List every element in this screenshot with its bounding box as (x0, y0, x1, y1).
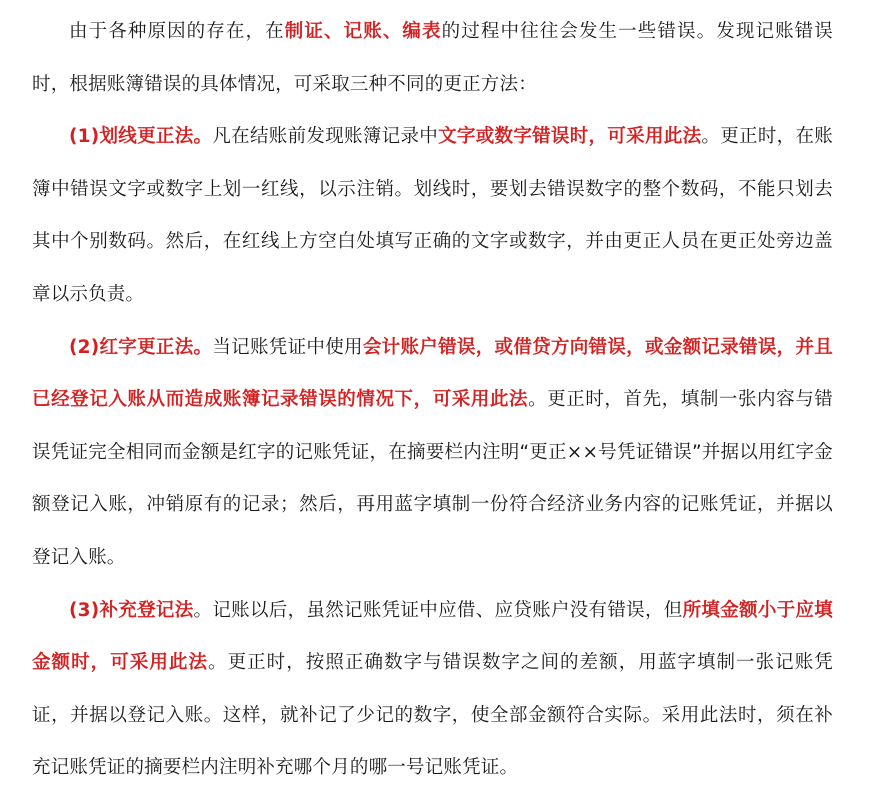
text-segment: 。更正时，按照正确数字与错误数字之间的差额，用蓝字填制一张记账凭证，并据以登记入账。这样，就补记了少记的数字，使全部金额符合实际。采用此法时，须在补充记账凭证的摘要栏内注明补充哪个月的哪一号记账凭证。 (32, 652, 833, 779)
text-segment: 。记账以后，虽然记账凭证中应借、应贷账户没有错误，但 (193, 599, 683, 621)
text-segment: 。更正时，在账簿中错误文字或数字上划一红线，以示注销。划线时，要划去错误数字的整个数码，不能只划去其中个别数码。然后，在红线上方空白处填写正确的文字或数字，并由更正人员在更正处旁边盖章以示负责。 (32, 126, 833, 305)
emphasis-segment: 所填金额小于应填金额时，可采用此法 (32, 599, 833, 674)
paragraph-red-correction (32, 322, 833, 585)
text-segment: 的过程中往往会发生一些错误。发现记账错误时，根据账簿错误的具体情况，可采取三种不同的更正方法： (32, 21, 833, 95)
method-heading: (1)划线更正法。 (69, 126, 213, 148)
emphasis-segment: 制证、记账、编表 (284, 21, 442, 42)
emphasis-segment: 文字或数字错误时，可采用此法 (438, 126, 702, 148)
text-segment: 当记账凭证中使用 (212, 336, 363, 358)
paragraph-intro (32, 6, 833, 111)
text-segment: 由于各种原因的存在，在 (69, 21, 285, 42)
text-segment: 凡在结账前发现账簿记录中 (212, 126, 439, 148)
emphasis-segment: 会计账户错误，或借贷方向错误，或金额记录错误，并且已经登记入账从而造成账簿记录错误的情况下，可采用此法 (32, 336, 833, 411)
method-heading: (2)红字更正法。 (69, 336, 213, 358)
paragraph-line-correction (32, 111, 833, 321)
method-heading: (3)补充登记法 (69, 599, 194, 621)
paragraph-supplementary-entry (32, 585, 833, 795)
text-segment: 。更正时，首先，填制一张内容与错误凭证完全相同而金额是红字的记账凭证，在摘要栏内注明“更正××号凭证错误”并据以用红字金额登记入账，冲销原有的记录；然后，再用蓝字填制一份符合经济业务内容的记账凭证，并据以登记入账。 (32, 389, 834, 568)
